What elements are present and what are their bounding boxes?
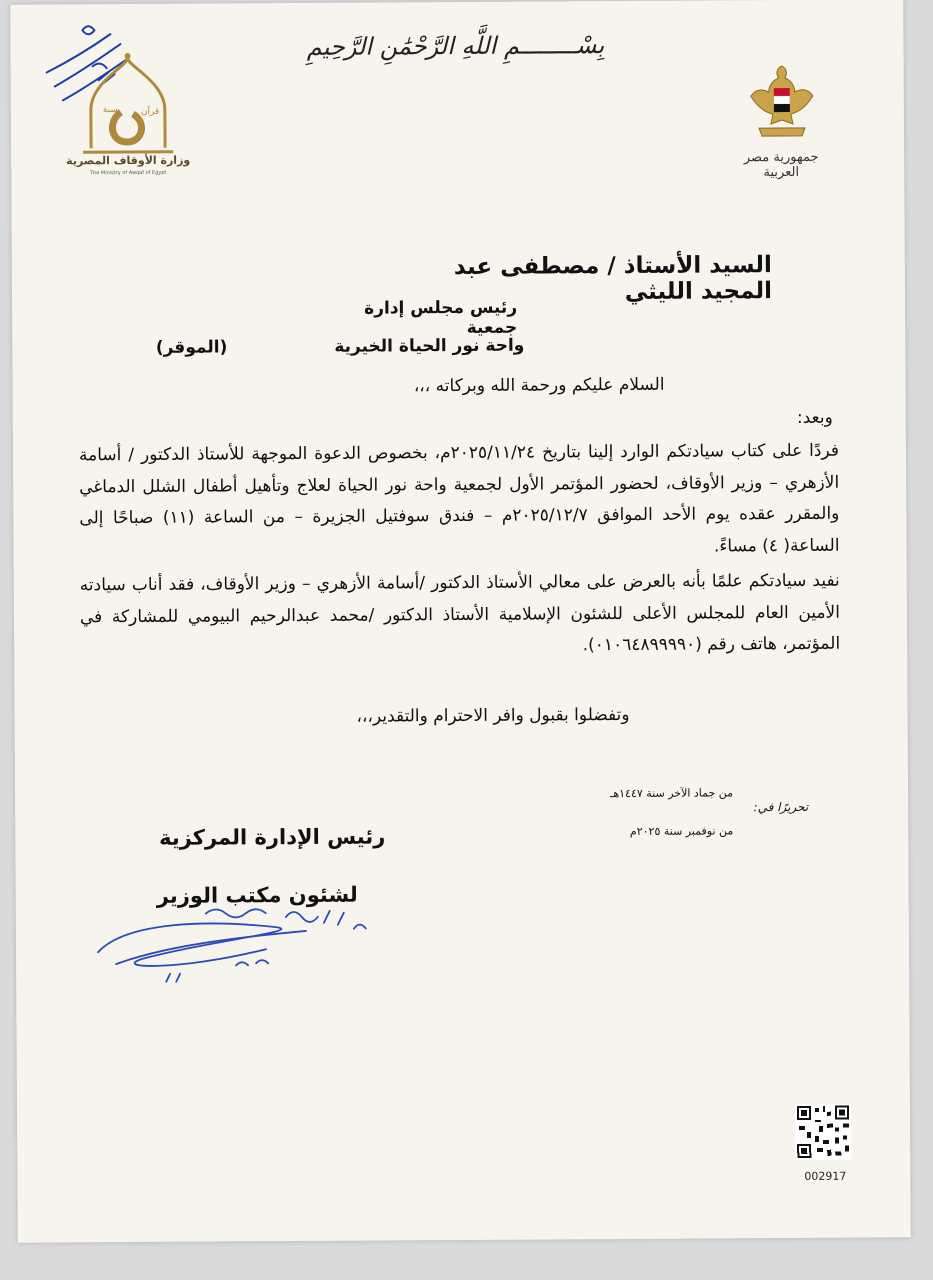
basmala: بِسْــــــــمِ اللَّهِ الرَّحْمَٰنِ الرَّحِيمِ [306,31,605,61]
ministry-of-awqaf-logo [63,52,194,185]
body-paragraph-2: نفيد سيادتكم علمًا بأنه بالعرض على معالي الأستاذ الدكتور /أسامة الأزهري – وزير الأوقاف، فقد أناب سيادته الأمين العام للمجلس الأعلى للشئون الإسلامية الأستاذ الدكتور /محمد عبدالرحيم البيومي للمشاركة في المؤتمر، هاتف رقم (٠١٠٦٤٨٩٩٩٩٠). [79,570,841,656]
emblem-caption: جمهورية مصر العربية [743,149,819,181]
recipient-name-line: السيد الأستاذ / مصطفى عبد المجيد الليثي [453,252,773,305]
svg-text:سنة: سنة [102,105,118,116]
date-label: تحريرًا في: [753,799,809,815]
date-hijri: من جماد الآخر سنة ١٤٤٧هـ [610,786,734,801]
eagle-of-egypt-icon [749,62,816,148]
body-paragraph-1: فردًا على كتاب سيادتكم الوارد إلينا بتاريخ ٢٠٢٥/١١/٢٤م، بخصوص الدعوة الموجهة للأستاذ الدكتور / أسامة الأزهري – وزير الأوقاف، لحضور المؤتمر الأول لجمعية واحة نور الحياة لعلاج وتأهيل أطفال الشلل الدماغي والمقرر عقده يوم الأحد الموافق ٢٠٢٥/١٢/٧م – فندق سوفتيل الجزيرة – من الساعة (١١) صباحًا إلى الساعة( ٤) مساءً. [78,440,840,556]
opening-word: وبعد: [796,407,833,428]
signatory-title-line2: لشئون مكتب الوزير [156,882,358,908]
recipient-honorific: (الموقر) [155,337,228,358]
logo-caption-ar: وزارة الأوقاف المصرية [66,153,191,168]
greeting: السلام عليكم ورحمة الله وبركاته ،،، [413,374,665,397]
logo-caption-en: The Ministry of Awqaf of Egypt [90,169,167,177]
recipient-title-line2: واحة نور الحياة الخيرية [334,335,525,357]
signatory-title-line1: رئيس الإدارة المركزية [158,824,386,850]
recipient-title-line1: رئيس مجلس إدارة جمعية [364,297,518,338]
document-serial-number: 002917 [804,1169,847,1183]
qr-code-icon [795,1104,851,1160]
closing-line: وتفضلوا بقبول وافر الاحترام والتقدير،،، [356,704,630,727]
date-gregorian: من نوفمبر سنة ٢٠٢٥م [629,824,734,838]
svg-text:قرآن: قرآن [140,106,160,117]
letter-paper [10,0,911,1243]
handwritten-signature [86,900,397,992]
